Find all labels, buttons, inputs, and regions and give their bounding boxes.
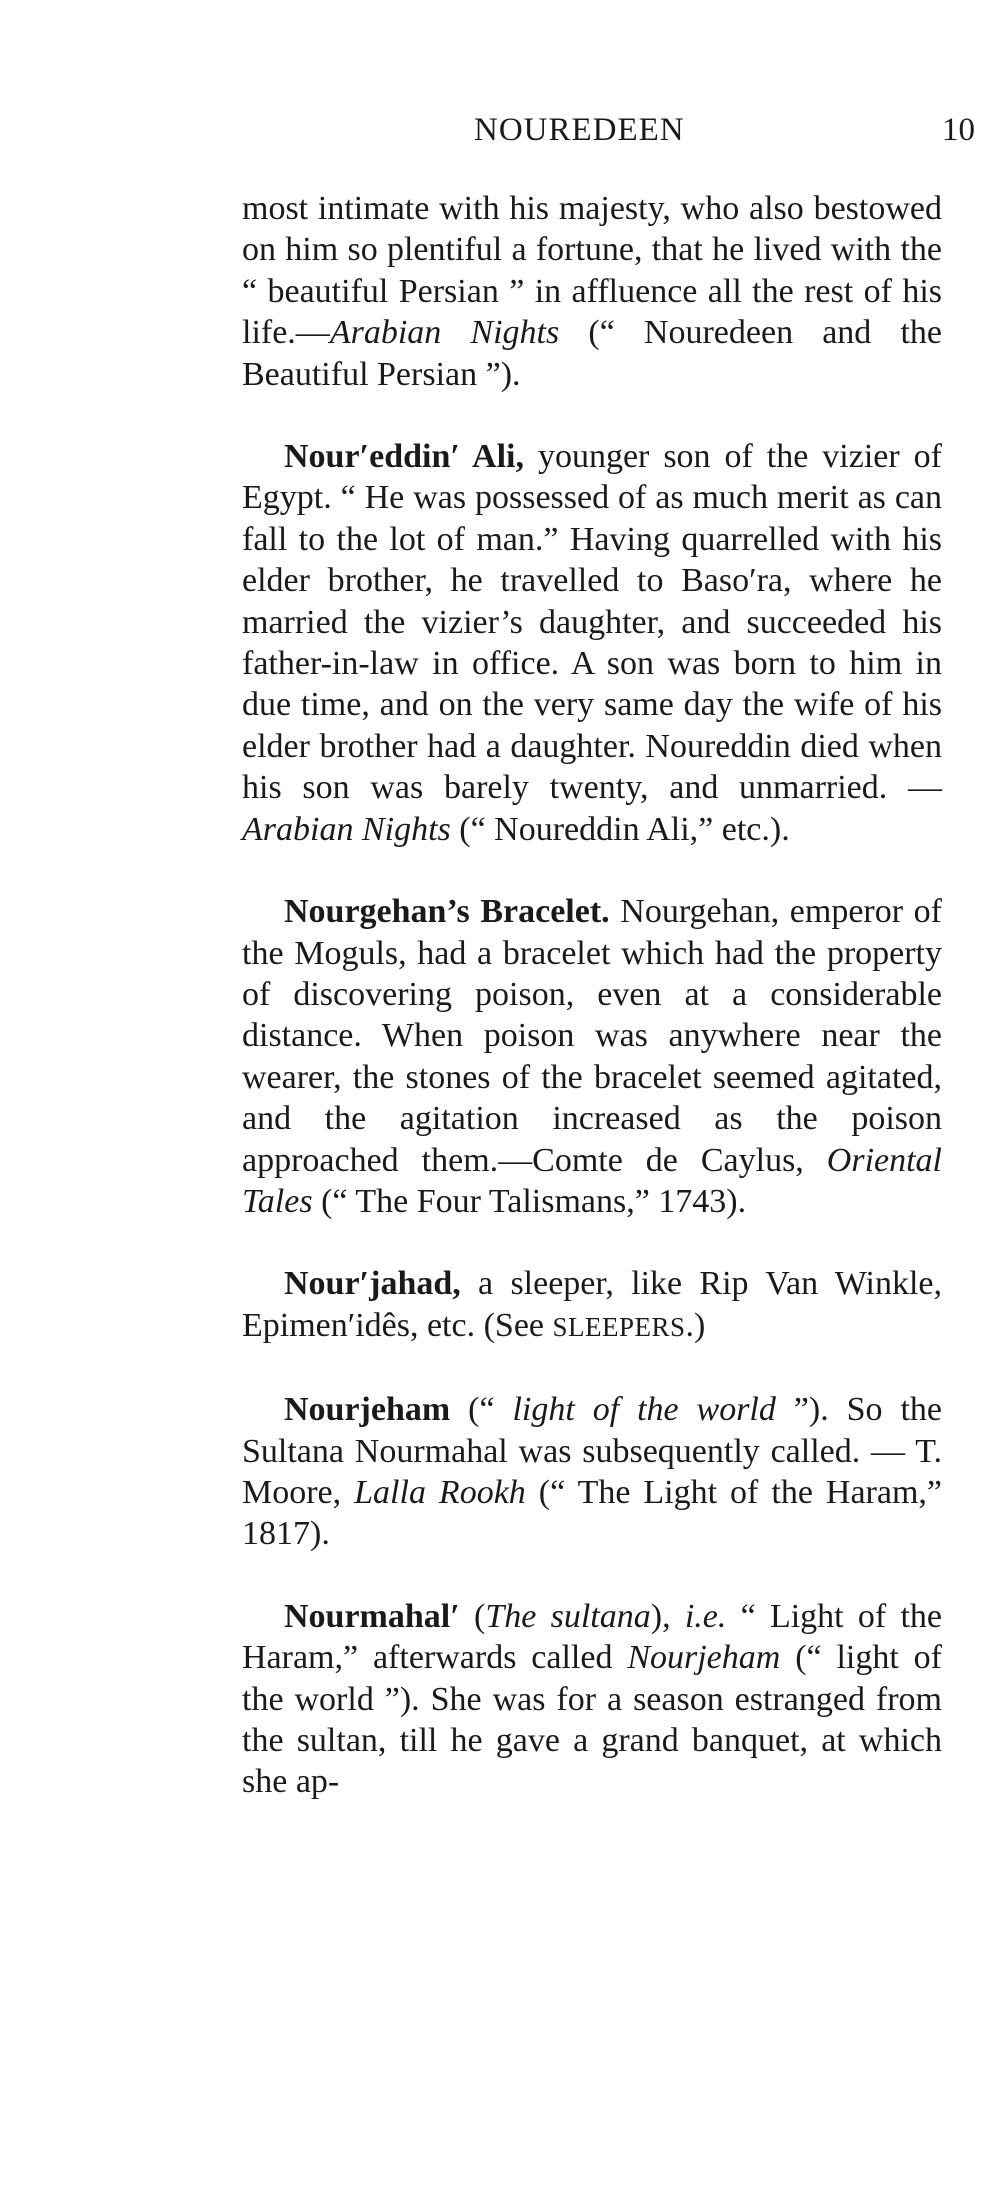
entry-text: (“ Nouredeen and the Beautiful Persian ”). <box>242 314 942 393</box>
abbreviation: i.e. <box>684 1597 727 1635</box>
gloss: light of the world <box>512 1391 776 1429</box>
entry-nourmahal <box>242 1596 942 1803</box>
entry-text: “ Light of the Haram,” afterwards called <box>242 1597 942 1677</box>
entry-nourjeham <box>242 1389 942 1555</box>
entry-text: younger son of the vizier of Egypt. “ He was possessed of as much merit as can fall to the lot of man.” Having quarrelled with his elder brother, he travelled to Baso′ra, where he married the vizier’s daughter, and succeeded his father-in-law in office. A son was born to him in due time, and on the very same day the wife of his elder brother had a daughter. Noureddin died when his son was barely twenty, and unmarried. — <box>242 438 942 807</box>
entry-text: ”). So the Sultana Nourmahal was subsequently called. — T. Moore, <box>242 1391 942 1511</box>
entry-text: ( <box>459 1597 486 1635</box>
entry-nourjahad <box>242 1263 942 1348</box>
entry-nouredeen-continuation <box>242 188 942 395</box>
alt-name: Nourjeham <box>627 1639 781 1677</box>
source-title: Arabian Nights <box>329 314 560 352</box>
entry-noureddin-ali <box>242 436 942 850</box>
entry-text: ), <box>650 1597 685 1635</box>
entry-text: (“ The Four Talismans,” 1743). <box>312 1182 747 1220</box>
entry-text: Nourgehan, emperor of the Moguls, had a bracelet which had the property of discovering poison, even at a considerable distance. When poison was anywhere near the wearer, the stones of the bracelet seemed agitated, and the agitation increased as the poison approached them.—Comte de Caylus, <box>242 893 942 1179</box>
headword: Nourmahal′ <box>284 1597 460 1635</box>
source-title: Arabian Nights <box>242 810 451 848</box>
gloss: The sultana <box>485 1597 651 1635</box>
entry-text: (“ light of the world ”). She was for a season estranged from the sultan, till he gave a grand banquet, at which she ap- <box>242 1639 942 1801</box>
headword: Nour′eddin′ Ali, <box>284 438 524 476</box>
running-title: NOUREDEEN <box>474 112 685 148</box>
page-number: 10 <box>942 112 975 148</box>
entry-text: (“ The Light of the Haram,” 1817). <box>242 1473 942 1553</box>
entry-text: a sleeper, like Rip Van Winkle, Epimen′idês, etc. (See <box>242 1265 942 1344</box>
source-title: Lalla Rookh <box>354 1473 526 1511</box>
dictionary-text <box>242 188 942 1844</box>
entry-text: most intimate with his majesty, who also bestowed on him so plentiful a fortune, that he lived with the “ beautiful Persian ” in affluence all the rest of his life.— <box>242 190 942 352</box>
cross-reference: SLEEPERS <box>552 1311 686 1342</box>
entry-text: (“ Noureddin Ali,” etc.). <box>450 810 790 848</box>
running-head <box>0 112 1000 162</box>
headword: Nour′jahad, <box>284 1265 461 1303</box>
entry-text: (“ <box>450 1391 513 1429</box>
source-title: Oriental Tales <box>242 1141 942 1220</box>
entry-text: .) <box>685 1306 706 1344</box>
headword: Nourgehan’s Bracelet. <box>284 893 610 931</box>
entry-nourgehans-bracelet <box>242 891 942 1222</box>
headword: Nourjeham <box>284 1391 451 1429</box>
